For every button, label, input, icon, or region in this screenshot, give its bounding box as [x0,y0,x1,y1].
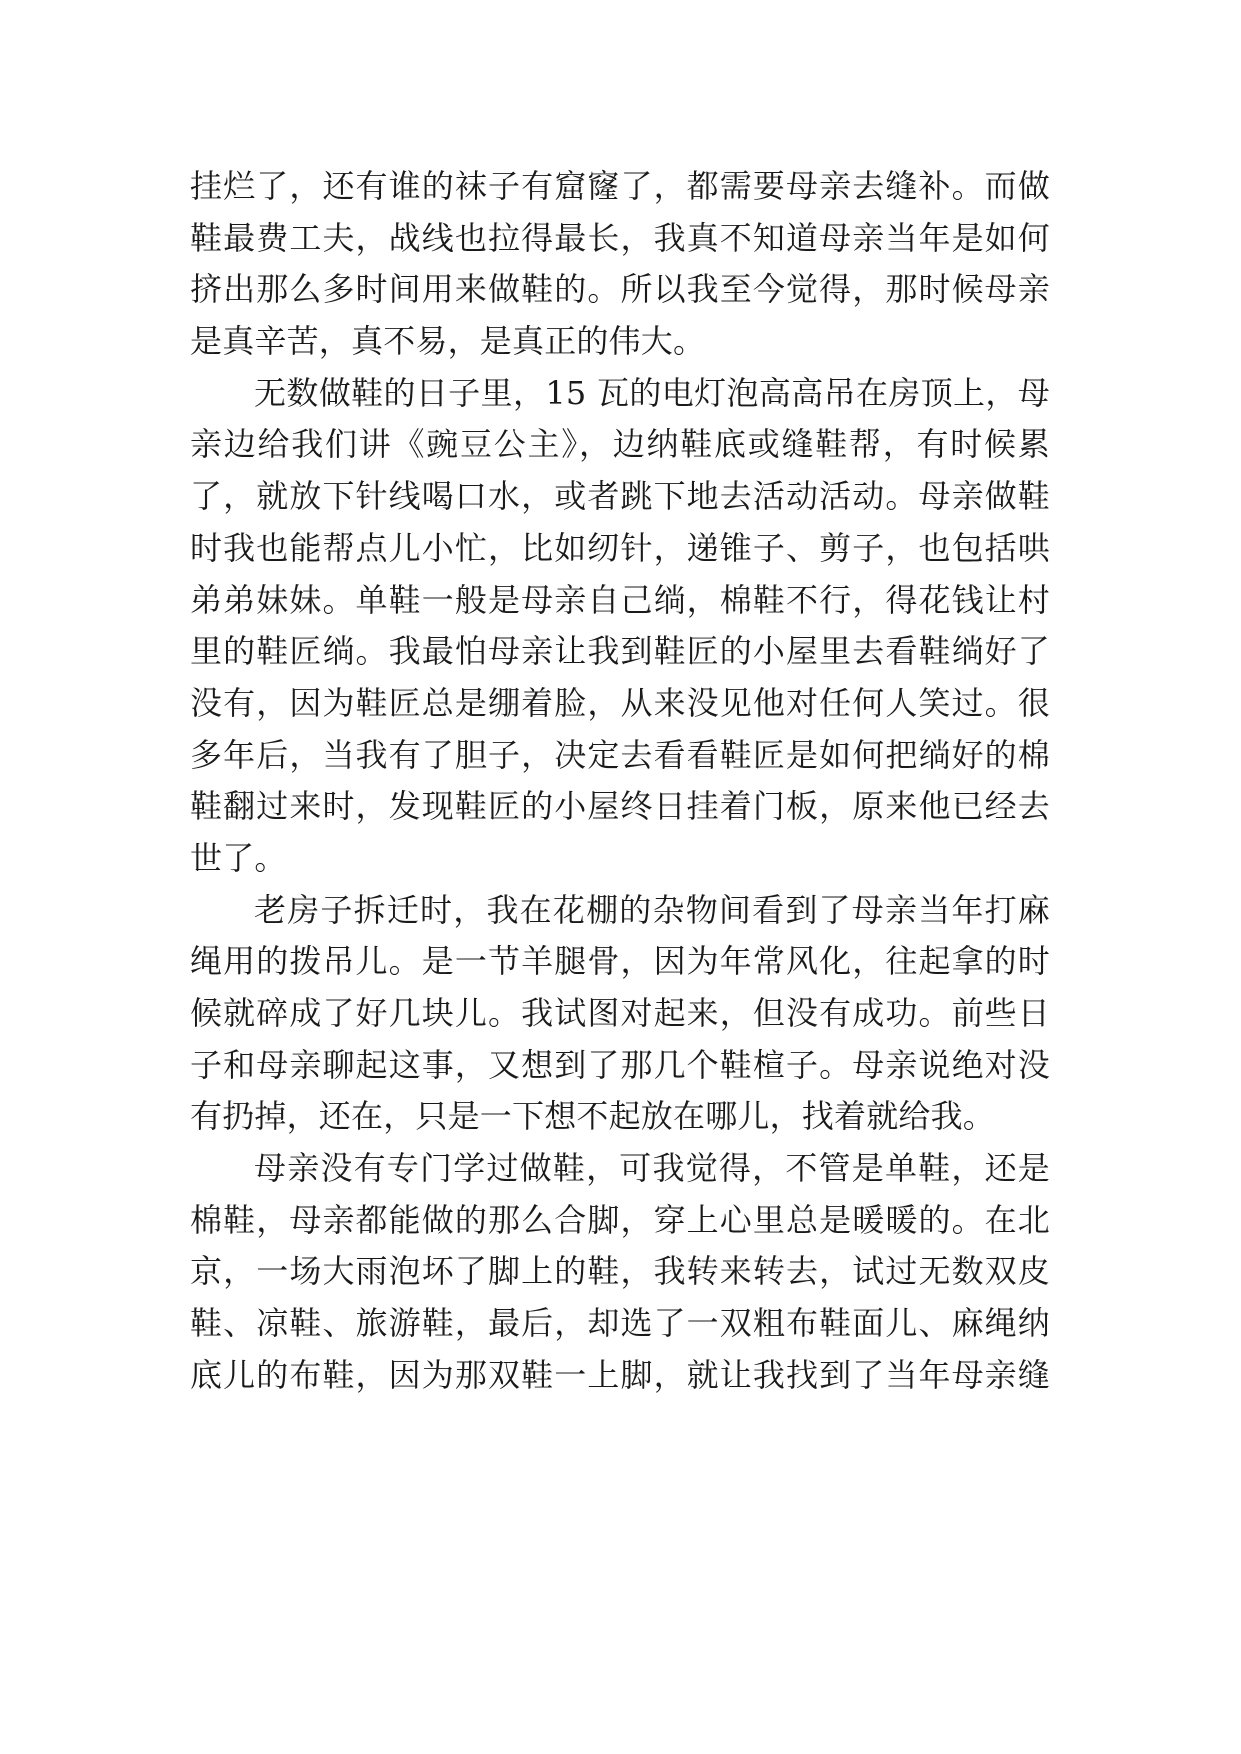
text-line: 了，就放下针线喝口水，或者跳下地去活动活动。母亲做鞋 [190,477,1050,516]
text-line: 弟弟妹妹。单鞋一般是母亲自己绱，棉鞋不行，得花钱让村 [190,580,1050,619]
paragraph-first-line: 无数做鞋的日子里，15 瓦的电灯泡高高吊在房顶上，母 [254,373,1050,412]
text-line: 底儿的布鞋，因为那双鞋一上脚，就让我找到了当年母亲缝 [190,1355,1050,1394]
text-line: 鞋翻过来时，发现鞋匠的小屋终日挂着门板，原来他已经去 [190,787,1050,826]
text-line: 没有，因为鞋匠总是绷着脸，从来没见他对任何人笑过。很 [190,683,1050,722]
text-line: 里的鞋匠绱。我最怕母亲让我到鞋匠的小屋里去看鞋绱好了 [190,632,1050,671]
document-body [190,161,1050,1402]
paragraph-first-line: 母亲没有专门学过做鞋，可我觉得，不管是单鞋，还是 [254,1149,1050,1188]
text-line: 时我也能帮点儿小忙，比如纫针，递锥子、剪子，也包括哄 [190,528,1050,567]
text-line: 棉鞋，母亲都能做的那么合脚，穿上心里总是暖暖的。在北 [190,1200,1050,1239]
text-line: 多年后，当我有了胆子，决定去看看鞋匠是如何把绱好的棉 [190,735,1050,774]
text-line: 鞋、凉鞋、旅游鞋，最后，却选了一双粗布鞋面儿、麻绳纳 [190,1304,1050,1343]
text-line: 鞋最费工夫，战线也拉得最长，我真不知道母亲当年是如何 [190,218,1050,257]
text-line: 绳用的拨吊儿。是一节羊腿骨，因为年常风化，往起拿的时 [190,942,1050,981]
text-line: 京，一场大雨泡坏了脚上的鞋，我转来转去，试过无数双皮 [190,1252,1050,1291]
text-line: 候就碎成了好几块儿。我试图对起来，但没有成功。前些日 [190,994,1050,1032]
text-line: 有扔掉，还在，只是一下想不起放在哪儿，找着就给我。 [190,1097,996,1136]
text-line: 挂烂了，还有谁的袜子有窟窿了，都需要母亲去缝补。而做 [190,167,1050,205]
text-line: 是真辛苦，真不易，是真正的伟大。 [190,322,706,361]
text-line: 挤出那么多时间用来做鞋的。所以我至今觉得，那时候母亲 [190,270,1050,309]
text-line: 子和母亲聊起这事，又想到了那几个鞋楦子。母亲说绝对没 [190,1045,1050,1084]
text-line: 亲边给我们讲《豌豆公主》，边纳鞋底或缝鞋帮，有时候累 [190,425,1050,464]
text-line: 世了。 [190,838,287,877]
paragraph-first-line: 老房子拆迁时，我在花棚的杂物间看到了母亲当年打麻 [254,890,1050,929]
